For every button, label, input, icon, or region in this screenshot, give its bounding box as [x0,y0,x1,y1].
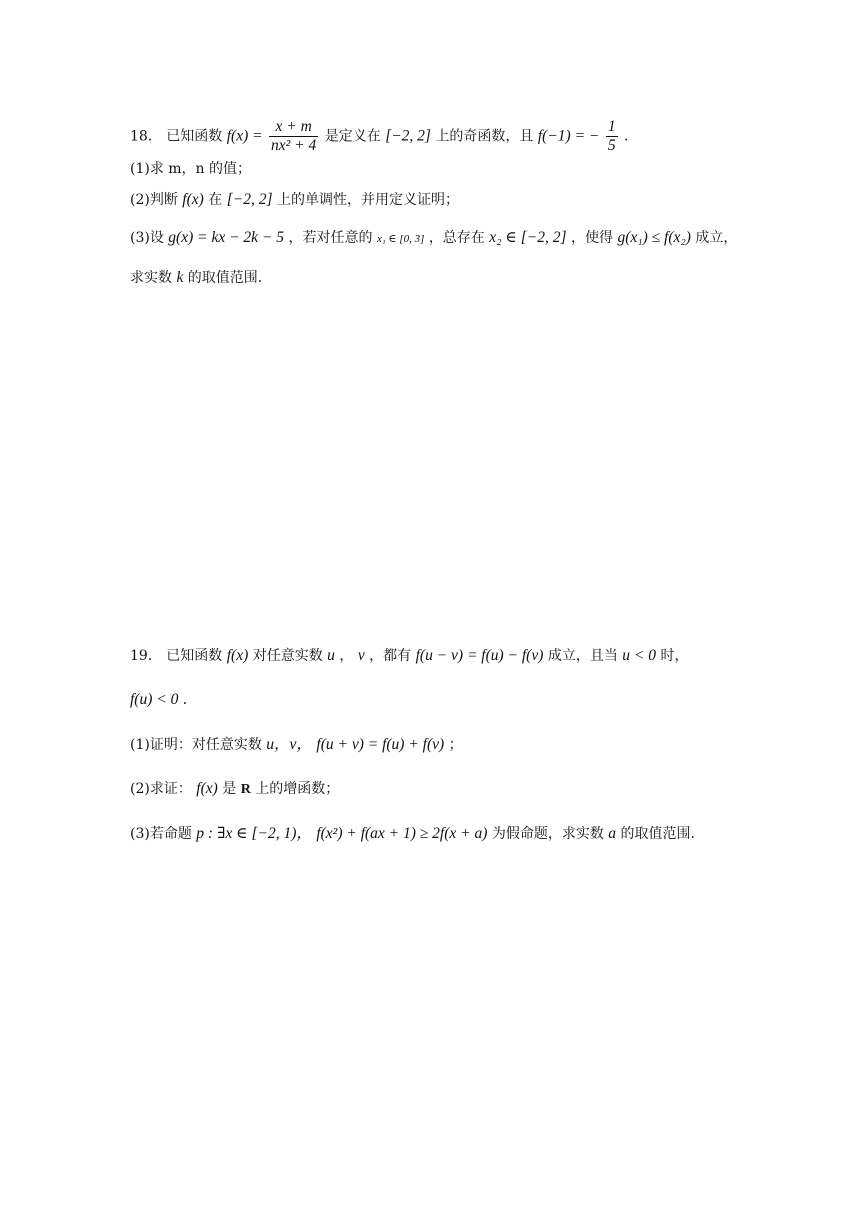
q19-stem-line-2: f(u) < 0 ． [130,691,197,708]
q19-part-1: (1)证明：对任意实数 u，v， f(u + v) = f(u) + f(v) ； [130,736,463,753]
q18-part-3: (3)设 g(x) = kx − 2k − 5 ，若对任意的 x₁ ∈ [0, 3] ，总存在 x₂ ∈ [−2, 2] ，使得 g(x₁) ≤ f(x₂) 成立， [130,229,738,246]
q19-number: 19． [130,648,162,664]
q18-part-3-line-2: 求实数 k 的取值范围． [130,269,272,286]
q18-function-lhs: f(x) = [226,127,263,145]
q19-part-2: (2)求证： f(x) 是 R 上的增函数； [130,780,340,797]
q18-part-1: (1)求 m，n 的值； [130,161,252,177]
q18-condition: f(−1) = − [537,127,600,145]
q18-number: 18． [130,128,162,145]
q19-functional-equation: f(u − v) = f(u) − f(v) [415,647,544,664]
q18-stem: 18． 已知函数 f(x) = $\frac{x + m}{\text{nx² + 4}}$ 是定义在 [−2, 2] 上的奇函数，且 f(−1) = − $\frac{1}{5}$ ． [130,118,639,154]
q19-part-3: (3)若命题 p : ∃x ∈ [−2, 1)， f(x²) + f(ax + 1) ≥ 2f(x + a) 为假命题，求实数 a 的取值范围． [130,825,705,842]
q18-condition-fraction: $\frac{1}{5}$ [607,118,616,154]
q18-part-2: (2)判断 f(x) 在 [−2, 2] 上的单调性，并用定义证明； [130,191,459,208]
q18-function-fraction: $\frac{x + m}{\text{nx² + 4}}$ [271,118,317,154]
q19-stem: 19． 已知函数 f(x) 对任意实数 u ， v ，都有 f(u − v) = f(u) − f(v) 成立，且当 u < 0 时， [130,647,689,664]
